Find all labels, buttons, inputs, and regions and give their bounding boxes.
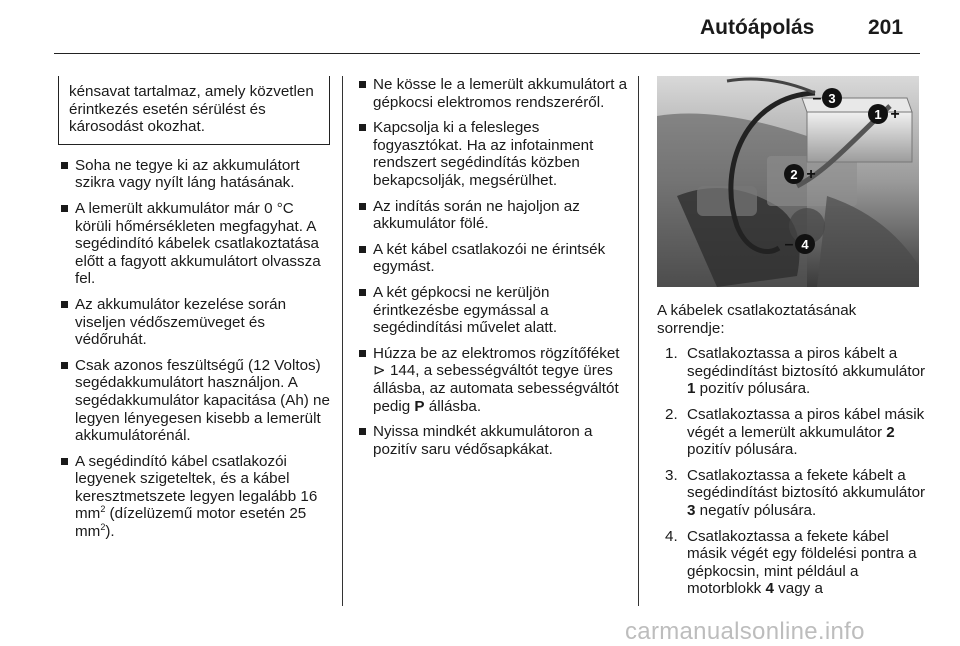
list-item: A két gépkocsi ne kerüljön érintkezésbe egymással a segédindítási művelet alatt. [356,284,630,337]
step-text: vagy a [773,580,823,598]
section-title: Autóápolás [700,16,815,39]
step-ref: 1 [687,380,696,398]
step-text: Csatlakoztassa a piros kábelt a segédindítást biztosító akkumulátor [687,345,926,380]
svg-text:2: 2 [790,167,798,182]
terminal-marker-2 [784,164,816,184]
list-item [657,345,927,398]
step-ref: 4 [765,580,774,598]
sequence-intro: A kábelek csatlakoztatásának sorrendje: [657,302,857,337]
step-text: Csatlakoztassa a fekete kábelt a segédindítást biztosító akkumulátor [687,466,926,502]
svg-text:4: 4 [801,237,809,252]
svg-text:+: + [890,106,900,123]
connection-steps [657,345,927,598]
brake-text: Húzza be az elektromos rögzítőféket [373,344,620,362]
cable-spec-text: (dízelüzemű motor esetén 25 mm [75,505,307,541]
list-item [356,345,630,415]
step-text: Csatlakoztassa a piros kábel másik végét a lemerült akkumulátor [687,405,925,441]
cable-spec-text: ). [105,523,115,541]
step-number: 4. [665,527,678,545]
svg-text:–: – [784,236,794,253]
list-item: Kapcsolja ki a felesleges fogyasztókat. Ha az infotainment rendszert segédindítás közben bekapcsolják, megsérülhet. [356,119,630,189]
step-ref: 2 [886,423,895,441]
step-text: Csatlakoztassa a fekete kábel másik végét egy földelési pontra a gépkocsin, mint például a motorblokk [687,527,917,598]
step-text: pozitív pólusára. [695,380,811,398]
brake-text: , a sebességváltót tegye üres állásba, az automata sebességváltót pedig [373,362,619,415]
column-2 [356,76,630,466]
watermark: carmanualsonline.info [625,618,865,645]
svg-text:+: + [806,166,816,183]
superscript: 2 [100,504,106,515]
step-ref: 3 [687,501,696,519]
precaution-list [58,157,330,541]
list-item: Ne kösse le a lemerült akkumulátort a gépkocsi elektromos rendszeréről. [356,76,630,111]
step-text: negatív pólusára. [695,501,817,519]
column-3 [657,302,927,606]
brake-text: állásba. [424,397,482,415]
page-reference-icon: ⊳ [373,362,386,380]
list-item: Az indítás során ne hajoljon az akkumulátor fölé. [356,198,630,233]
terminal-marker-3 [813,88,842,108]
svg-text:–: – [812,90,822,107]
terminal-marker-1 [868,104,900,124]
column-divider-left [342,76,343,606]
list-item [657,406,927,459]
step-number: 3. [665,466,678,484]
cable-spec-text: A segédindító kábel csatlakozói legyenek szigeteltek, és a kábel keresztmetszete legyen legalább 16 mm [75,452,318,523]
superscript: 2 [100,522,106,532]
warning-text: kénsavat tartalmaz, amely közvetlen érintkezés esetén sérülést és károsodást okozhat. [69,83,314,136]
ground-marker-4 [785,234,815,254]
list-item: Az akkumulátor kezelése során viseljen védőszemüveget és védőruhát. [58,296,330,349]
list-item: Soha ne tegye ki az akkumulátort szikra vagy nyílt láng hatásának. [58,157,330,192]
step-text: pozitív pólusára. [687,441,798,459]
column-divider-right [638,76,639,606]
list-item [657,467,927,520]
list-item: Csak azonos feszültségű (12 Voltos) segédakkumulátort használjon. A segédakkumulátor kapacitása (Ah) ne legyen lényegesen kisebb a lemerült akkumulátorénál. [58,357,330,445]
warning-box [58,76,330,145]
list-item [58,453,330,541]
list-item: A lemerült akkumulátor már 0 °C körüli hőmérsékleten megfagyhat. A segédindító kábelek csatlakoztatása előtt a fagyott akkumulátort olvassza fel. [58,200,330,288]
instruction-list [356,76,630,458]
list-item [657,528,927,598]
list-item: Nyissa mindkét akkumulátoron a pozitív saru védősapkákat. [356,423,630,458]
step-number: 1. [665,345,678,363]
page-number: 201 [868,16,904,39]
column-1 [58,76,330,549]
engine-bay-photo [657,76,919,287]
svg-text:3: 3 [828,91,836,106]
page-reference-link[interactable]: 144 [385,362,416,380]
step-number: 2. [665,405,678,423]
header-divider [54,53,920,54]
list-item: A két kábel csatlakozói ne érintsék egymást. [356,241,630,276]
svg-text:1: 1 [874,107,882,122]
jump-start-illustration [657,76,919,287]
gear-position: P [414,397,425,415]
